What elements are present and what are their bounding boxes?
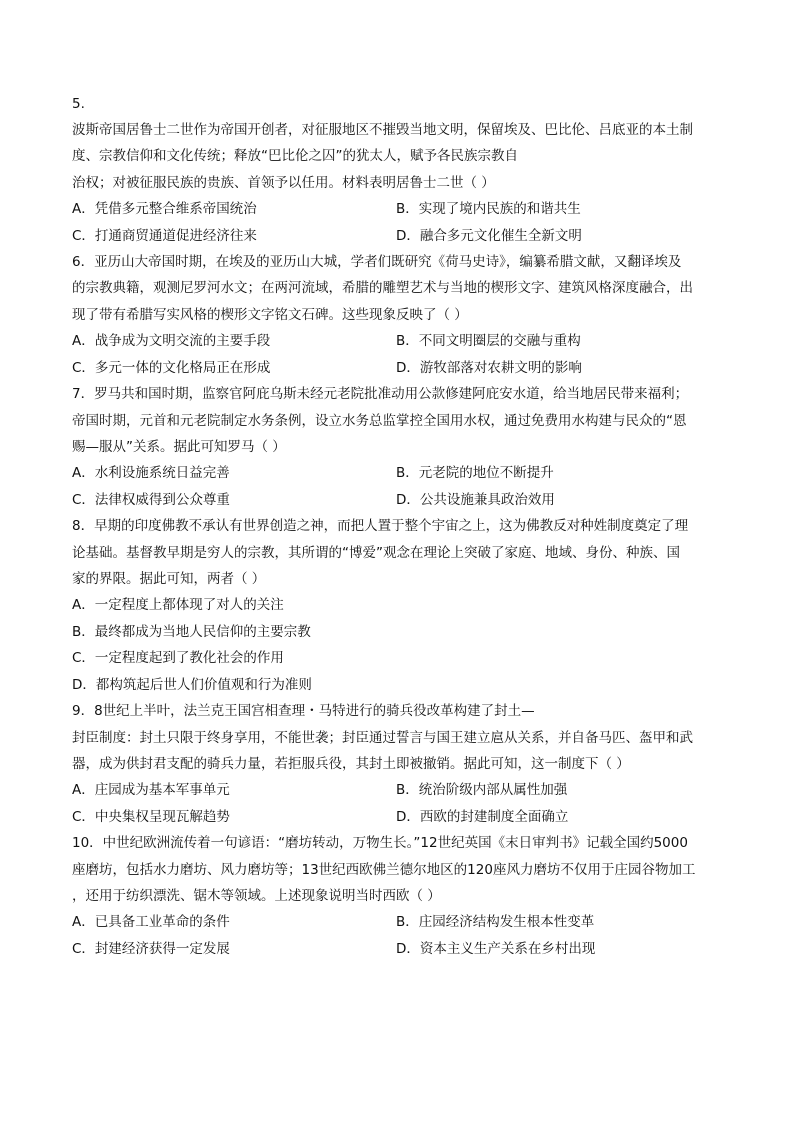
question-6-stem-line-1: 6．亚历山大帝国时期，在埃及的亚历山大城，学者们既研究《荷马史诗》，编纂希腊文献，又翻译埃及	[72, 254, 682, 270]
question-7-option-d[interactable]: D．公共设施兼具政治效用	[396, 492, 555, 508]
question-9-option-d[interactable]: D．西欧的封建制度全面确立	[396, 809, 569, 825]
question-10-stem-line-1: 10．中世纪欧洲流传着一句谚语：“磨坊转动，万物生长。”12世纪英国《末日审判书》记载全国约5000	[72, 835, 688, 851]
question-9-option-c[interactable]: C．中央集权呈现瓦解趋势	[72, 809, 230, 825]
question-7-stem-line-1: 7．罗马共和国时期，监察官阿庇乌斯未经元老院批准动用公款修建阿庇安水道，给当地居民带来福利；	[72, 386, 689, 402]
question-7-stem-line-2: 帝国时期，元首和元老院制定水务条例，设立水务总监掌控全国用水权，通过免费用水构建与民众的“恩	[72, 413, 687, 429]
question-6-option-a[interactable]: A．战争成为文明交流的主要手段	[72, 333, 271, 349]
question-10-option-d[interactable]: D．资本主义生产关系在乡村出现	[396, 941, 596, 957]
question-6-stem-line-2: 的宗教典籍，观测尼罗河水文；在两河流域，希腊的雕塑艺术与当地的楔形文字、建筑风格深度融合，出	[72, 280, 693, 296]
question-8-option-a[interactable]: A．一定程度上都体现了对人的关注	[72, 597, 284, 613]
question-6-option-c[interactable]: C．多元一体的文化格局正在形成	[72, 360, 271, 376]
question-9-option-b[interactable]: B．统治阶级内部从属性加强	[396, 782, 568, 798]
question-9-option-a[interactable]: A．庄园成为基本军事单元	[72, 782, 230, 798]
question-10-option-a[interactable]: A．已具备工业革命的条件	[72, 914, 230, 930]
question-5-option-c[interactable]: C．打通商贸通道促进经济往来	[72, 228, 257, 244]
question-7-option-c[interactable]: C．法律权威得到公众尊重	[72, 492, 230, 508]
question-5-option-d[interactable]: D．融合多元文化催生全新文明	[396, 228, 582, 244]
question-5-stem-line-3: 治权；对被征服民族的贵族、首领予以任用。材料表明居鲁士二世（ ）	[72, 175, 495, 191]
question-8-option-c[interactable]: C．一定程度起到了教化社会的作用	[72, 650, 284, 666]
question-5-number: 5.	[72, 96, 85, 112]
question-10-option-b[interactable]: B．庄园经济结构发生根本性变革	[396, 914, 595, 930]
question-5-stem-line-2: 度、宗教信仰和文化传统；释放“巴比伦之囚”的犹太人，赋予各民族宗教自	[72, 148, 518, 164]
question-9-stem-line-1: 9．8世纪上半叶，法兰克王国宫相查理・马特进行的骑兵役改革构建了封土—	[72, 703, 535, 719]
question-5-stem-line-1: 波斯帝国居鲁士二世作为帝国开创者，对征服地区不摧毁当地文明，保留埃及、巴比伦、吕底亚的本土制	[72, 122, 693, 138]
question-6-stem-line-3: 现了带有希腊写实风格的楔形文字铭文石碑。这些现象反映了（ ）	[72, 307, 468, 323]
question-7-option-b[interactable]: B．元老院的地位不断提升	[396, 465, 554, 481]
question-8-option-d[interactable]: D．都构筑起后世人们价值观和行为准则	[72, 677, 312, 693]
question-5-option-b[interactable]: B．实现了境内民族的和谐共生	[396, 201, 581, 217]
question-9-stem-line-3: 器，成为供封君支配的骑兵力量，若拒服兵役，其封土即被撤销。据此可知，这一制度下（ ）	[72, 756, 630, 772]
question-6-option-d[interactable]: D．游牧部落对农耕文明的影响	[396, 360, 582, 376]
question-7-option-a[interactable]: A．水利设施系统日益完善	[72, 465, 230, 481]
question-5-option-a[interactable]: A．凭借多元整合维系帝国统治	[72, 201, 257, 217]
question-8-stem-line-1: 8．早期的印度佛教不承认有世界创造之神，而把人置于整个宇宙之上，这为佛教反对种姓制度奠定了理	[72, 518, 689, 534]
question-6-option-b[interactable]: B．不同文明圈层的交融与重构	[396, 333, 581, 349]
question-8-option-b[interactable]: B．最终都成为当地人民信仰的主要宗教	[72, 624, 311, 640]
question-8-stem-line-3: 家的界限。据此可知，两者（ ）	[72, 571, 266, 587]
question-7-stem-line-3: 赐—服从”关系。据此可知罗马（ ）	[72, 439, 286, 455]
question-10-option-c[interactable]: C．封建经济获得一定发展	[72, 941, 230, 957]
question-10-stem-line-3: ，还用于纺织漂洗、锯木等领域。上述现象说明当时西欧（ ）	[72, 888, 441, 904]
question-9-stem-line-2: 封臣制度：封土只限于终身享用，不能世袭；封臣通过誓言与国王建立扈从关系，并自备马匹、盔甲和武	[72, 730, 693, 746]
question-10-stem-line-2: 座磨坊，包括水力磨坊、风力磨坊等；13世纪西欧佛兰德尔地区的120座风力磨坊不仅用于庄园谷物加工	[72, 862, 696, 878]
question-8-stem-line-2: 论基础。基督教早期是穷人的宗教，其所谓的“博爱”观念在理论上突破了家庭、地域、身份、种族、国	[72, 545, 680, 561]
